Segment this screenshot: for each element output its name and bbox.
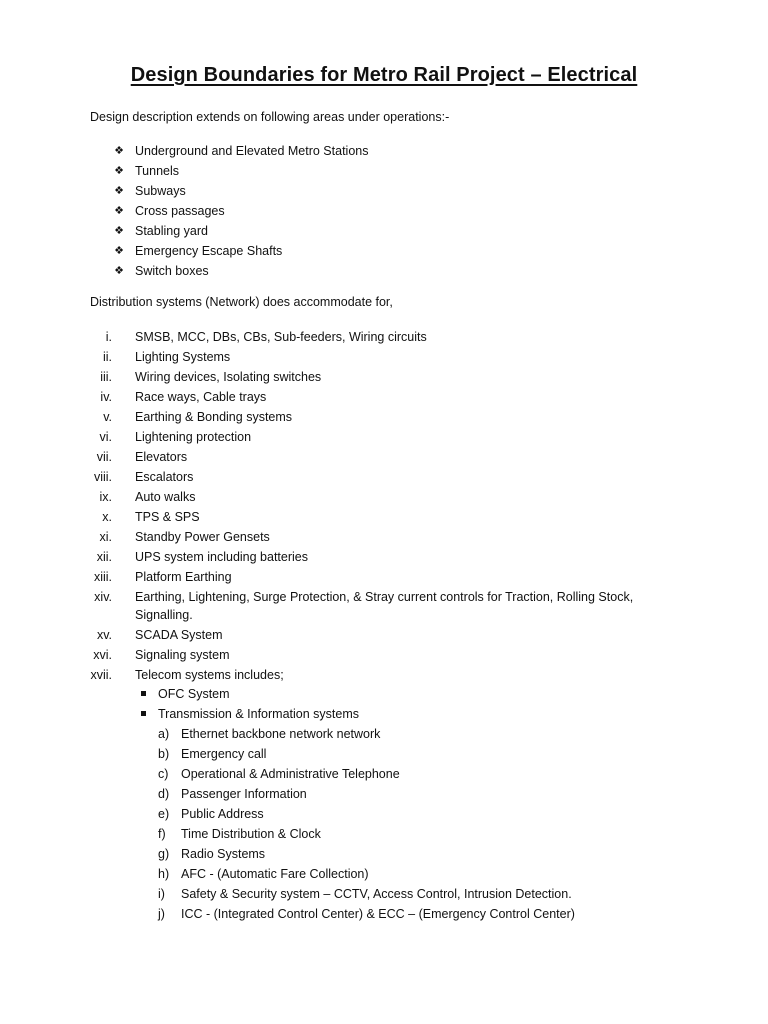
list-item bbox=[0, 547, 768, 567]
list-item-text: Telecom systems includes; bbox=[135, 668, 284, 682]
list-item bbox=[0, 367, 768, 387]
list-item-number: xi. bbox=[99, 530, 112, 544]
list-item bbox=[0, 905, 768, 925]
list-item-letter: h) bbox=[158, 867, 170, 881]
list-item-text: Earthing & Bonding systems bbox=[135, 410, 293, 424]
list-item-number: xv. bbox=[96, 628, 112, 642]
list-item-text: Platform Earthing bbox=[135, 570, 232, 584]
list-item bbox=[0, 142, 768, 162]
list-item-letter: g) bbox=[158, 847, 170, 861]
list-item bbox=[0, 665, 768, 685]
list-item-number: i. bbox=[105, 330, 112, 344]
list-item-text: Operational & Administrative Telephone bbox=[181, 767, 400, 781]
list-item-text: Underground and Elevated Metro Stations bbox=[135, 144, 369, 158]
list-item bbox=[0, 427, 768, 447]
list-item bbox=[0, 825, 768, 845]
list-item-text: Subways bbox=[135, 184, 186, 198]
list-item bbox=[0, 487, 768, 507]
list-item-number: vii. bbox=[96, 450, 112, 464]
list-item-number: xvii. bbox=[90, 668, 112, 682]
areas-intro-text: Design description extends on following areas under operations:- bbox=[90, 110, 450, 124]
list-item-number: xiii. bbox=[93, 570, 112, 584]
list-item-letter: f) bbox=[158, 827, 166, 841]
list-item bbox=[0, 567, 768, 587]
diamond-bullet-icon: ❖ bbox=[114, 225, 124, 237]
list-item-letter: j) bbox=[158, 907, 165, 921]
list-item-text: Time Distribution & Clock bbox=[181, 827, 321, 841]
list-item bbox=[0, 182, 768, 202]
diamond-bullet-icon: ❖ bbox=[114, 145, 124, 157]
list-item bbox=[0, 845, 768, 865]
list-item-text: Radio Systems bbox=[181, 847, 266, 861]
list-item bbox=[0, 162, 768, 182]
list-item-text: Standby Power Gensets bbox=[135, 530, 270, 544]
diamond-bullet-icon: ❖ bbox=[114, 185, 124, 197]
list-item-number: xiv. bbox=[94, 590, 112, 604]
list-item bbox=[0, 202, 768, 222]
list-item-text: TPS & SPS bbox=[135, 510, 200, 524]
list-item-text: Race ways, Cable trays bbox=[135, 390, 267, 404]
list-item bbox=[0, 765, 768, 785]
list-item-number: iv. bbox=[100, 390, 112, 404]
list-item-number: v. bbox=[103, 410, 112, 424]
distribution-intro-text: Distribution systems (Network) does accommodate for, bbox=[90, 295, 393, 309]
document-title: Design Boundaries for Metro Rail Project – Electrical bbox=[130, 64, 638, 86]
list-item bbox=[0, 327, 768, 347]
diamond-bullet-icon: ❖ bbox=[114, 205, 124, 217]
list-item-text: Passenger Information bbox=[181, 787, 307, 801]
telecom-sublist bbox=[0, 685, 768, 725]
list-item bbox=[0, 222, 768, 242]
list-item bbox=[0, 262, 768, 282]
areas-bullet-list bbox=[0, 142, 768, 282]
list-item bbox=[0, 725, 768, 745]
list-item bbox=[0, 507, 768, 527]
list-item-text: ICC - (Integrated Control Center) & ECC – (Emergency Control Center) bbox=[181, 907, 575, 921]
list-item-number: iii. bbox=[100, 370, 112, 384]
list-item-text: Earthing, Lightening, Surge Protection, & Stray current controls for Traction, Rolling Stock, Signalling. bbox=[135, 590, 634, 622]
list-item-letter: e) bbox=[158, 807, 170, 821]
list-item bbox=[0, 347, 768, 367]
list-item bbox=[0, 745, 768, 765]
list-item bbox=[0, 865, 768, 885]
diamond-bullet-icon: ❖ bbox=[114, 265, 124, 277]
list-item-text: UPS system including batteries bbox=[135, 550, 308, 564]
list-item-text: Ethernet backbone network network bbox=[181, 727, 381, 741]
list-item-text: Safety & Security system – CCTV, Access Control, Intrusion Detection. bbox=[181, 887, 572, 901]
list-item-number: x. bbox=[102, 510, 112, 524]
list-item-number: viii. bbox=[93, 470, 112, 484]
list-item-text: SCADA System bbox=[135, 628, 223, 642]
list-item bbox=[0, 885, 768, 905]
square-bullet-icon bbox=[141, 691, 146, 696]
list-item-text: Tunnels bbox=[135, 164, 180, 178]
list-item-letter: c) bbox=[158, 767, 169, 781]
list-item-text: Escalators bbox=[135, 470, 194, 484]
list-item-text: OFC System bbox=[158, 687, 230, 701]
list-item-letter: a) bbox=[158, 727, 170, 741]
list-item-number: ix. bbox=[99, 490, 112, 504]
list-item-text: Stabling yard bbox=[135, 224, 208, 238]
list-item-text: Wiring devices, Isolating switches bbox=[135, 370, 322, 384]
list-item bbox=[0, 785, 768, 805]
transmission-lettered-list bbox=[0, 725, 768, 925]
list-item-number: vi. bbox=[99, 430, 112, 444]
list-item bbox=[0, 407, 768, 427]
list-item-letter: b) bbox=[158, 747, 170, 761]
list-item-number: ii. bbox=[102, 350, 112, 364]
list-item-text: Lightening protection bbox=[135, 430, 252, 444]
list-item-text: Cross passages bbox=[135, 204, 225, 218]
list-item-text: Public Address bbox=[181, 807, 264, 821]
list-item-number: xvi. bbox=[93, 648, 112, 662]
list-item-text: Switch boxes bbox=[135, 264, 209, 278]
list-item-letter: i) bbox=[158, 887, 165, 901]
list-item-text: Transmission & Information systems bbox=[158, 707, 359, 721]
list-item-text: Lighting Systems bbox=[135, 350, 231, 364]
list-item bbox=[0, 705, 768, 725]
square-bullet-icon bbox=[141, 711, 146, 716]
list-item-text: Emergency call bbox=[181, 747, 267, 761]
list-item-text: SMSB, MCC, DBs, CBs, Sub-feeders, Wiring circuits bbox=[135, 330, 427, 344]
diamond-bullet-icon: ❖ bbox=[114, 165, 124, 177]
list-item-number: xii. bbox=[96, 550, 112, 564]
list-item bbox=[0, 625, 768, 645]
list-item bbox=[0, 467, 768, 487]
list-item-text: Signaling system bbox=[135, 648, 230, 662]
list-item bbox=[0, 645, 768, 665]
list-item bbox=[0, 805, 768, 825]
list-item-text: AFC - (Automatic Fare Collection) bbox=[181, 867, 369, 881]
distribution-numbered-list bbox=[0, 327, 768, 925]
list-item bbox=[0, 242, 768, 262]
list-item-text: Elevators bbox=[135, 450, 188, 464]
diamond-bullet-icon: ❖ bbox=[114, 245, 124, 257]
list-item bbox=[0, 527, 768, 547]
list-item bbox=[0, 387, 768, 407]
list-item bbox=[0, 685, 768, 705]
list-item bbox=[0, 447, 768, 467]
list-item-text: Auto walks bbox=[135, 490, 196, 504]
list-item-text: Emergency Escape Shafts bbox=[135, 244, 283, 258]
list-item-letter: d) bbox=[158, 787, 170, 801]
list-item bbox=[0, 587, 768, 625]
